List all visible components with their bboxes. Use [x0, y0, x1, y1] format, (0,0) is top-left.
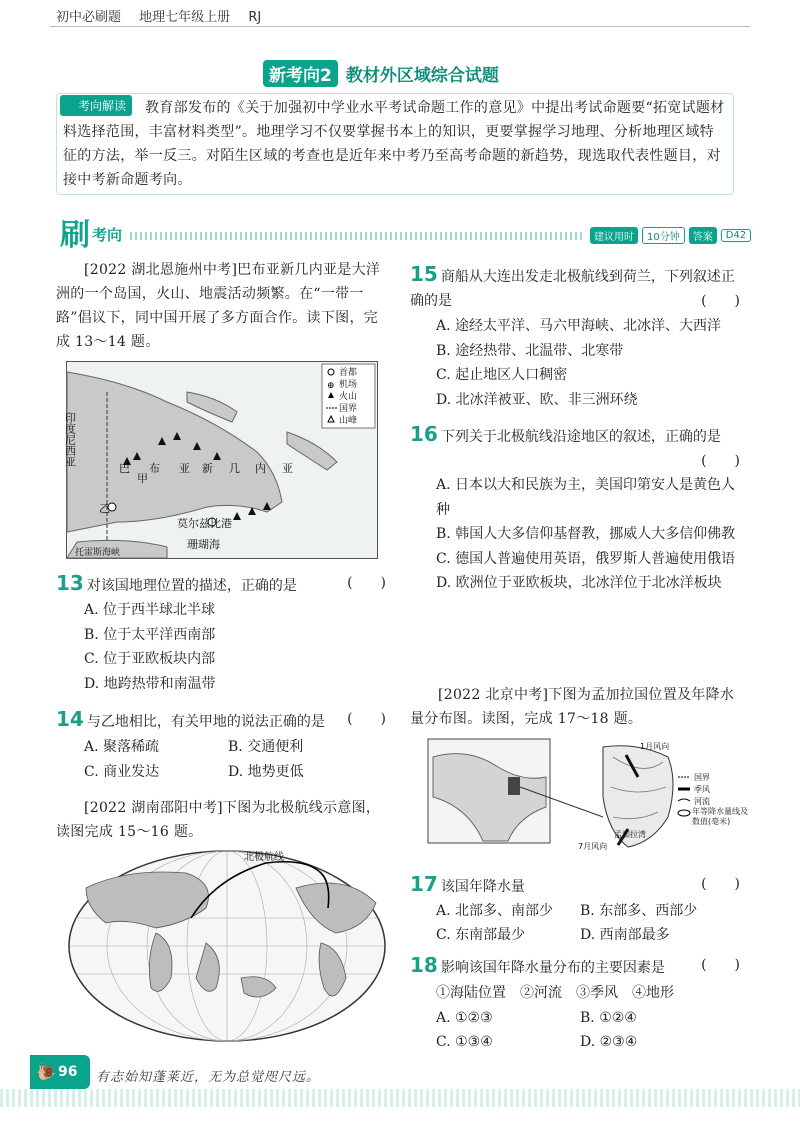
question-13	[56, 571, 386, 598]
legend-airport: 机场	[339, 380, 358, 390]
question-18	[410, 953, 740, 980]
world-map	[66, 848, 388, 1044]
time-label: 建议用时	[590, 227, 638, 244]
q13-option-b[interactable]: B. 位于太平洋西南部	[84, 626, 216, 643]
png-map	[63, 361, 378, 559]
river-legend-icon	[678, 799, 690, 801]
q14-number: 14	[56, 707, 84, 731]
q16-option-c[interactable]: C. 德国人普遍使用英语，俄罗斯人普遍使用俄语	[436, 550, 736, 567]
q17-option-c[interactable]: C. 东南部最少	[436, 927, 526, 943]
header-rule	[50, 26, 750, 27]
q16-answer-blank[interactable]: ( )	[701, 453, 740, 469]
map1-label-b: 布	[149, 462, 160, 475]
q15-stem: 商船从大连出发走北极航线到荷兰，下列叙述正确的是	[410, 269, 735, 309]
route-label: 北极航线	[244, 852, 284, 863]
q17-option-d[interactable]: D. 西南部最多	[580, 927, 670, 943]
q14-option-b[interactable]: B. 交通便利	[228, 739, 304, 755]
legend3-border: 国界	[694, 773, 710, 782]
q18-option-d[interactable]: D. ②③④	[580, 1034, 638, 1050]
q15-option-b[interactable]: B. 途经热带、北温带、北寒带	[436, 342, 624, 359]
png-map-svg	[63, 362, 377, 558]
passage-arctic: [2022 湖南邵阳中考]下图为北极航线示意图，读图完成 15～16 题。	[56, 800, 381, 840]
map1-label-jia: 甲	[137, 472, 148, 485]
q13-option-a[interactable]: A. 位于西半球北半球	[84, 602, 216, 618]
legend-volcano: 火山	[339, 392, 358, 402]
q15-answer-blank[interactable]: ( )	[701, 293, 740, 309]
q15-option-c[interactable]: C. 起止地区人口稠密	[436, 367, 568, 383]
map1-label-c: 亚	[179, 462, 190, 475]
q14-answer-blank[interactable]: ( )	[347, 711, 386, 727]
q18-option-c[interactable]: C. ①③④	[436, 1034, 493, 1050]
question-17	[410, 872, 740, 899]
page-number: 96	[58, 1064, 78, 1080]
map1-label-d: 新	[202, 462, 213, 475]
map1-label-sea: 珊瑚海	[187, 538, 220, 551]
q16-option-b[interactable]: B. 韩国人大多信仰基督教，挪威人大多信仰佛教	[436, 526, 736, 542]
question-15	[410, 262, 740, 313]
q13-answer-blank[interactable]: ( )	[347, 575, 386, 591]
bangladesh-map	[428, 737, 748, 855]
answer-label: 答案	[689, 227, 717, 244]
isohyet-legend-icon	[678, 810, 690, 816]
q17-answer-blank[interactable]: ( )	[701, 876, 740, 892]
q18-number: 18	[410, 953, 438, 977]
q13-number: 13	[56, 571, 84, 595]
intro-text: 教育部发布的《关于加强初中学业水平考试命题工作的意见》中提出考试命题要“拓宽试题材料选择范围，丰富材料类型”。地理学习不仅要掌握书本上的知识，更要掌握学习地理、分析地理区域特征的方法，举一反三。对陌生区域的考查也是近年来中考乃至高考命题的新趋势，现选取代表性题目，对接中考新命题考向。	[63, 100, 725, 188]
q17-number: 17	[410, 872, 438, 896]
q18-stem: 影响该国年降水量分布的主要因素是	[440, 960, 665, 976]
q15-option-d[interactable]: D. 北冰洋被亚、欧、非三洲环绕	[436, 391, 638, 408]
q16-number: 16	[410, 422, 438, 446]
answer-page: D42	[721, 229, 751, 242]
map1-label-indonesia: 印度尼西亚	[63, 412, 77, 467]
q16-stem: 下列关于北极航线沿途地区的叙述，正确的是	[440, 429, 721, 445]
intro-tag: 考向解读	[60, 95, 132, 116]
q15-option-a[interactable]: A. 途经太平洋、马六甲海峡、北冰洋、大西洋	[436, 318, 722, 334]
q18-option-b[interactable]: B. ①②④	[580, 1010, 637, 1026]
jan-wind-label: 1月风向	[640, 742, 670, 751]
subject-title: 地理七年级上册	[139, 10, 231, 25]
map1-label-e: 几	[229, 462, 240, 475]
question-16	[410, 422, 740, 473]
section-badge: 新考向2	[263, 60, 338, 87]
map1-label-g: 亚	[282, 462, 293, 475]
shua-logo: 刷	[60, 218, 90, 253]
q13-options	[84, 598, 384, 696]
legend3-river: 河流	[694, 797, 710, 806]
q15-options	[436, 314, 746, 412]
map1-label-a: 巴	[119, 462, 130, 475]
q13-option-c[interactable]: C. 位于亚欧板块内部	[84, 651, 216, 667]
legend-border: 国界	[339, 404, 358, 414]
snail-icon: 🐌	[36, 1062, 56, 1081]
q18-option-a[interactable]: A. ①②③	[436, 1010, 493, 1026]
footer-motto: 有志始知蓬莱近，无为总觉咫尺远。	[96, 1070, 321, 1085]
shua-subtitle: 考向	[92, 226, 123, 244]
q18-factors: ①海陆位置 ②河流 ③季风 ④地形	[436, 985, 674, 1001]
footer-stripe	[0, 1089, 800, 1107]
q18-answer-blank[interactable]: ( )	[701, 957, 740, 973]
q14-option-c[interactable]: C. 商业发达	[84, 764, 160, 780]
airport-icon: ⊕	[327, 381, 335, 391]
q14-option-d[interactable]: D. 地势更低	[228, 764, 304, 780]
time-info	[590, 227, 751, 244]
q14-stem: 与乙地相比，有关甲地的说法正确的是	[86, 714, 325, 730]
running-header	[56, 6, 275, 25]
edition-label: RJ	[248, 10, 262, 25]
q17-option-b[interactable]: B. 东部多、西部少	[580, 903, 698, 919]
section-heading: 教材外区域综合试题	[345, 66, 499, 86]
legend3-monsoon: 季风	[694, 785, 710, 794]
time-value: 10分钟	[642, 227, 685, 244]
bay-label: 孟加拉湾	[614, 830, 646, 839]
q16-options	[436, 473, 742, 596]
section-title	[263, 60, 499, 87]
legend-peak: 山峰	[339, 416, 358, 426]
map1-label-f: 内	[255, 462, 266, 475]
map1-label-strait: 托雷斯海峡	[75, 548, 121, 558]
legend3-isohyet: 年等降水量线及数值(毫米)	[692, 807, 748, 826]
legend-capital: 首都	[339, 368, 358, 378]
q16-option-a[interactable]: A. 日本以大和民族为主，美国印第安人是黄色人种	[436, 477, 736, 518]
book-title: 初中必刷题	[56, 10, 122, 25]
map1-label-port: 莫尔兹比港	[177, 517, 232, 530]
question-14	[56, 707, 386, 734]
q13-stem: 对该国地理位置的描述，正确的是	[86, 578, 297, 594]
dotted-rule	[130, 232, 585, 240]
bangladesh-map-svg	[428, 737, 748, 855]
passage-png: [2022 湖北恩施州中考]巴布亚新几内亚是大洋洲的一个岛国，火山、地震活动频繁。在“一带一路”倡议下，同中国开展了多方面合作。读下图，完成 13～14 题。	[56, 262, 381, 350]
q14-option-a[interactable]: A. 聚落稀疏	[84, 739, 160, 755]
q17-stem: 该国年降水量	[440, 879, 525, 895]
passage-bangladesh: [2022 北京中考]下图为孟加拉国位置及年降水量分布图。读图，完成 17～18 题。	[410, 687, 735, 727]
map1-label-yi: 乙	[99, 502, 110, 515]
q17-option-a[interactable]: A. 北部多、南部少	[436, 903, 554, 919]
world-map-svg	[66, 848, 388, 1044]
q16-option-d[interactable]: D. 欧洲位于亚欧板块，北冰洋位于北冰洋板块	[436, 575, 722, 591]
q15-number: 15	[410, 262, 438, 286]
jul-wind-label: 7月风向	[578, 842, 608, 851]
q13-option-d[interactable]: D. 地跨热带和南温带	[84, 675, 216, 692]
